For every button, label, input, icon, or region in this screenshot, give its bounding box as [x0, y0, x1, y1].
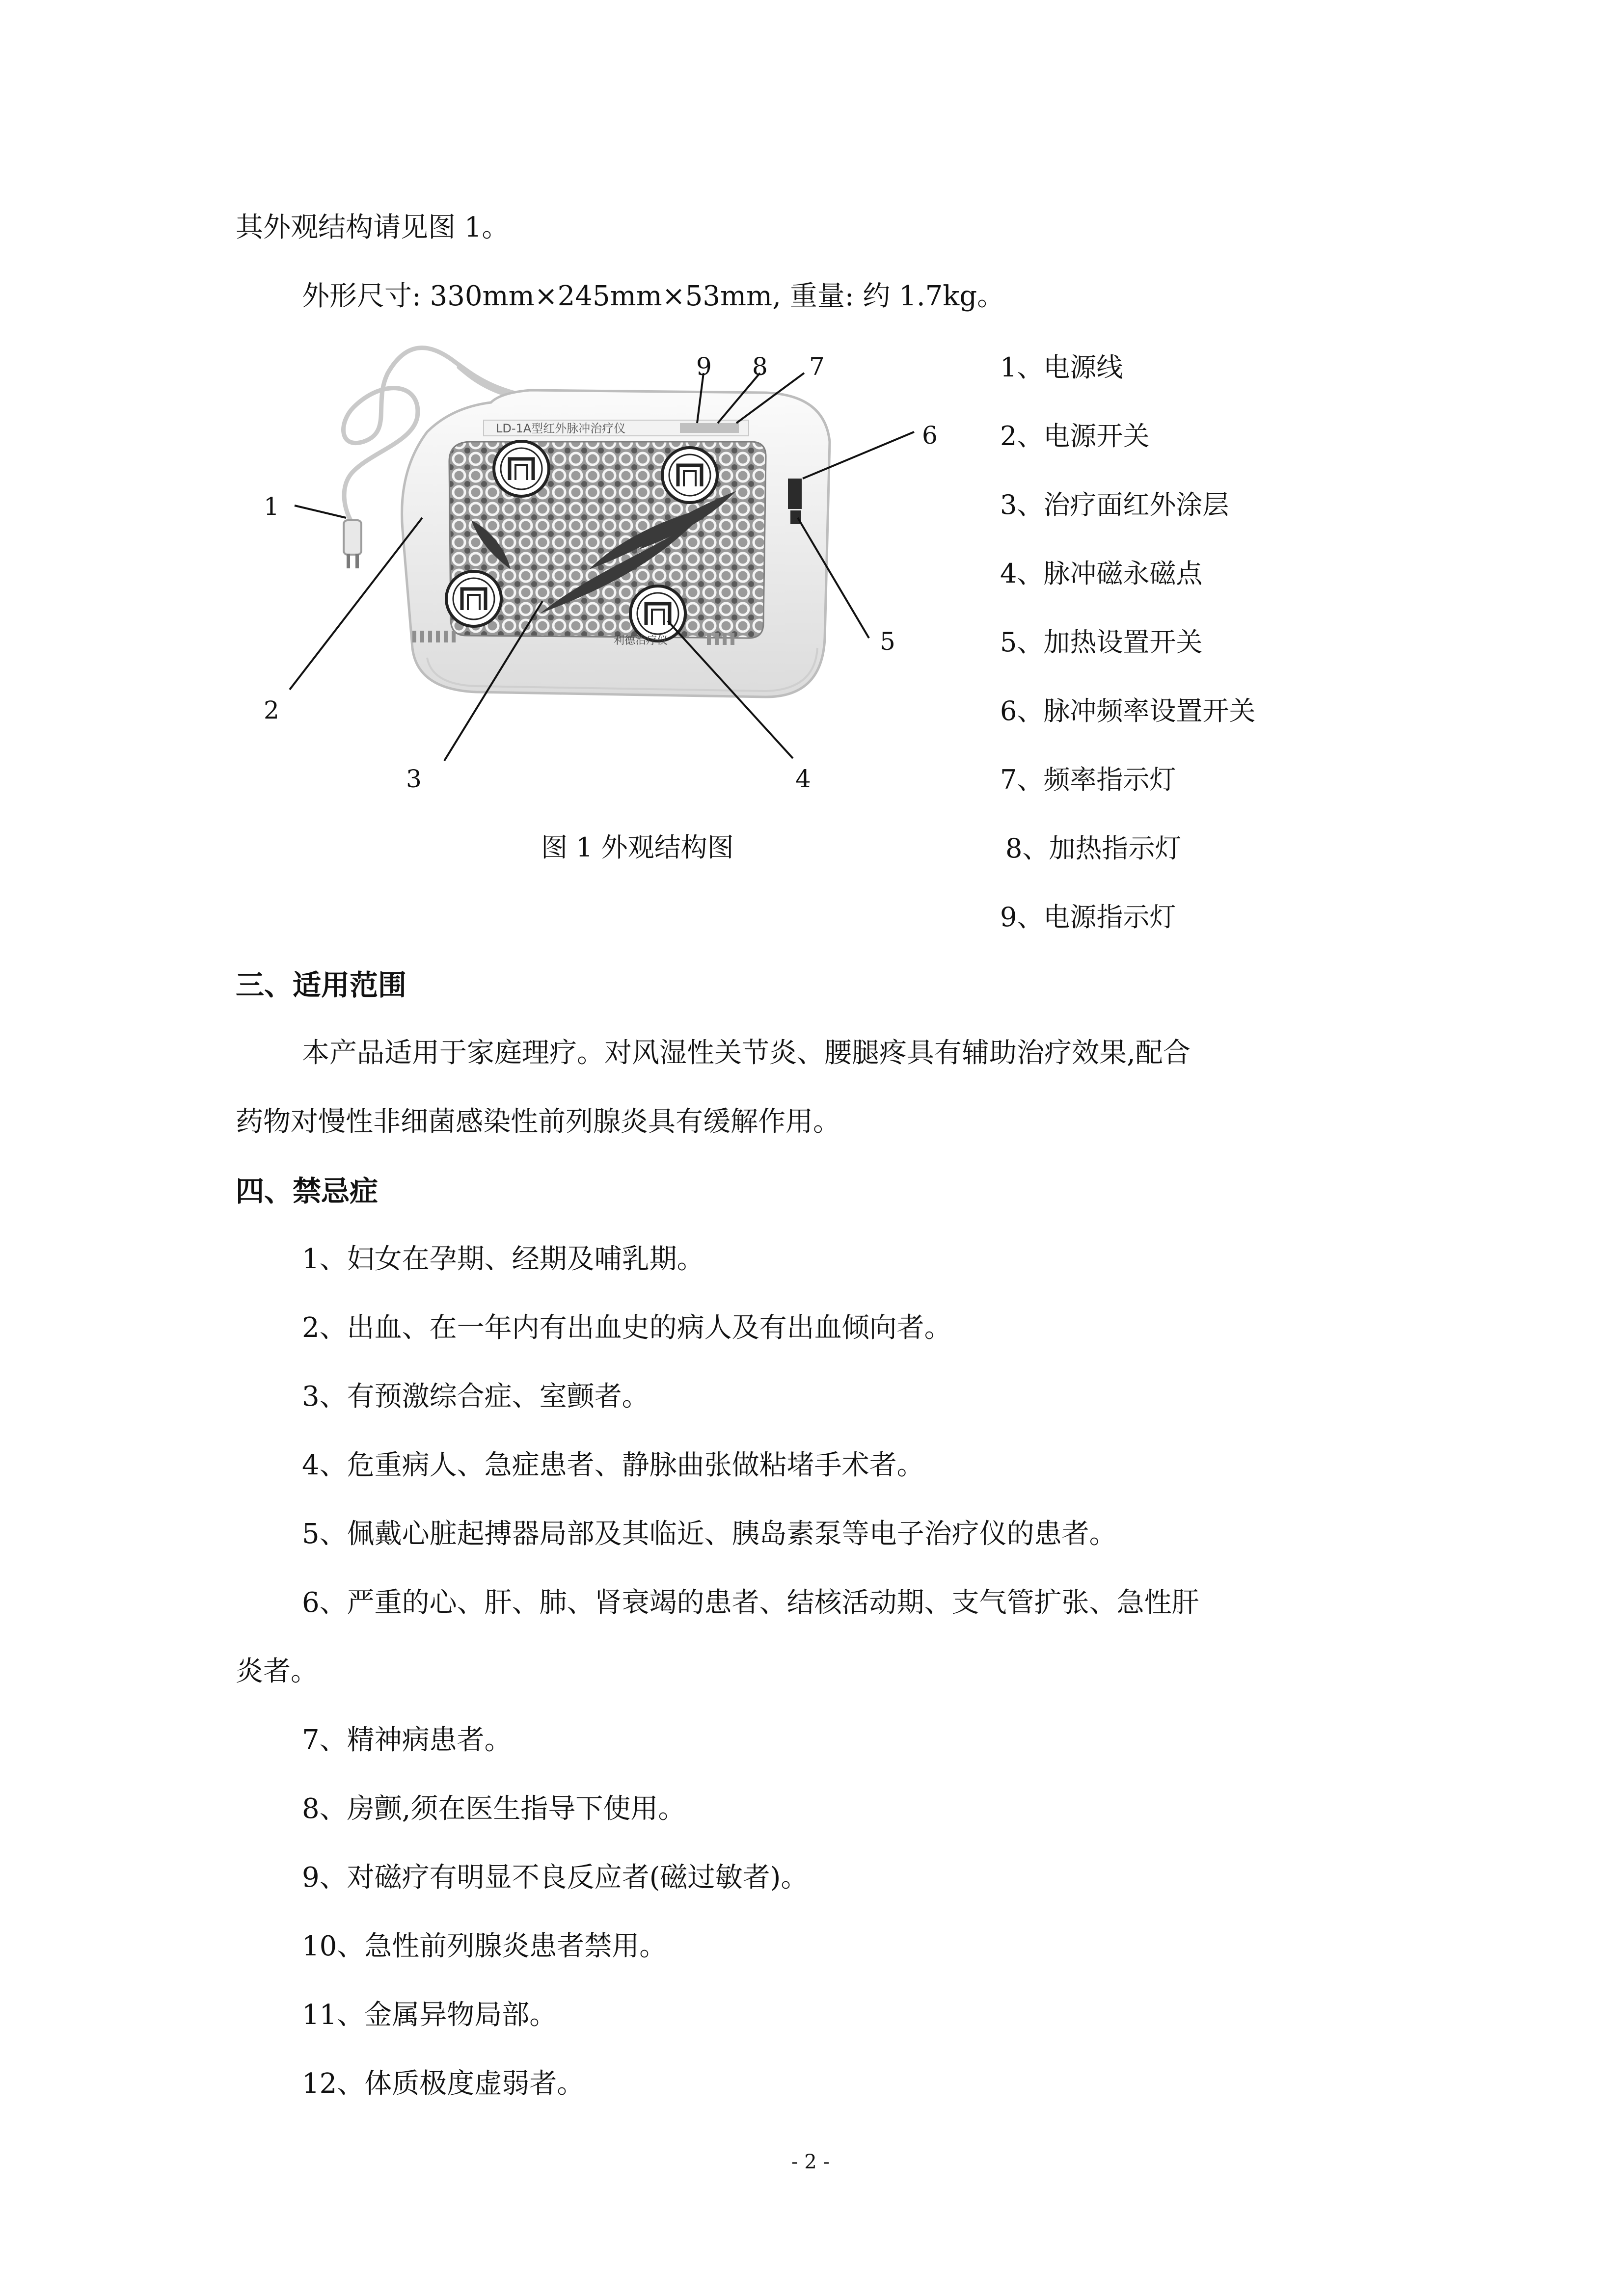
legend-item: 3、治疗面红外涂层: [1000, 489, 1229, 520]
legend-item: 8、加热指示灯: [1005, 833, 1182, 864]
callout-number-1: 1: [264, 492, 279, 521]
plug-icon: [344, 520, 361, 568]
legend-item: 5、加热设置开关: [1000, 627, 1203, 658]
legend-item: 7、频率指示灯: [1000, 764, 1176, 795]
magnet-point-4: [630, 586, 685, 641]
figure-caption: 图 1 外观结构图: [541, 832, 734, 863]
contraindication-item: 7、精神病患者。: [302, 1724, 512, 1756]
magnet-point-3: [446, 571, 501, 626]
legend-item: 9、电源指示灯: [1000, 902, 1176, 933]
legend-item: 4、脉冲磁永磁点: [1000, 558, 1203, 589]
contraindication-item: 9、对磁疗有明显不良反应者(磁过敏者)。: [302, 1862, 809, 1894]
page-number: - 2 -: [791, 2151, 830, 2173]
magnet-point-2: [662, 448, 717, 503]
contraindication-item: 10、急性前列腺炎患者禁用。: [302, 1930, 667, 1962]
contraindication-item: 5、佩戴心脏起搏器局部及其临近、胰岛素泵等电子治疗仪的患者。: [302, 1518, 1117, 1550]
scope-paragraph-line1: 本产品适用于家庭理疗。对风湿性关节炎、腰腿疼具有辅助治疗效果,配合: [302, 1037, 1191, 1069]
intro-line: 其外观结构请见图 1。: [236, 212, 510, 243]
callout-number-4: 4: [795, 765, 811, 793]
section-heading-contraindications: 四、禁忌症: [236, 1175, 379, 1208]
contraindication-item: 4、危重病人、急症患者、静脉曲张做粘堵手术者。: [302, 1449, 924, 1481]
callout-number-8: 8: [752, 352, 768, 381]
contraindication-item: 1、妇女在孕期、经期及哺乳期。: [302, 1243, 704, 1275]
contraindication-item: 6、严重的心、肝、肺、肾衰竭的患者、结核活动期、支气管扩张、急性肝: [302, 1587, 1199, 1619]
contraindication-item: 8、房颤,须在医生指导下使用。: [302, 1793, 686, 1825]
indicator-lights: [680, 423, 739, 433]
scope-paragraph-line2: 药物对慢性非细菌感染性前列腺炎具有缓解作用。: [236, 1106, 840, 1138]
callout-number-5: 5: [880, 627, 895, 656]
legend-item: 1、电源线: [1000, 352, 1123, 383]
device-label-top: LD-1A型红外脉冲治疗仪: [496, 422, 626, 435]
callout-number-3: 3: [406, 765, 422, 793]
callout-number-2: 2: [264, 696, 279, 724]
contraindication-item: 11、金属异物局部。: [302, 1999, 557, 2031]
magnet-point-1: [494, 441, 549, 496]
contraindication-item: 12、体质极度虚弱者。: [302, 2068, 585, 2100]
contraindication-item: 2、出血、在一年内有出血史的病人及有出血倾向者。: [302, 1312, 952, 1344]
legend-item: 2、电源开关: [1000, 421, 1150, 452]
legend-item: 6、脉冲频率设置开关: [1000, 695, 1256, 726]
device-label-bottom: 利德治疗仪: [614, 635, 668, 647]
section-heading-scope: 三、适用范围: [236, 968, 407, 1002]
callout-number-7: 7: [809, 352, 825, 381]
dimensions-line: 外形尺寸: 330mm×245mm×53mm, 重量: 约 1.7kg。: [302, 280, 1005, 312]
callout-number-6: 6: [922, 421, 938, 450]
contraindication-item: 3、有预激综合症、室颤者。: [302, 1381, 650, 1413]
contraindication-item-continued: 炎者。: [236, 1655, 318, 1687]
callout-number-9: 9: [696, 352, 712, 381]
